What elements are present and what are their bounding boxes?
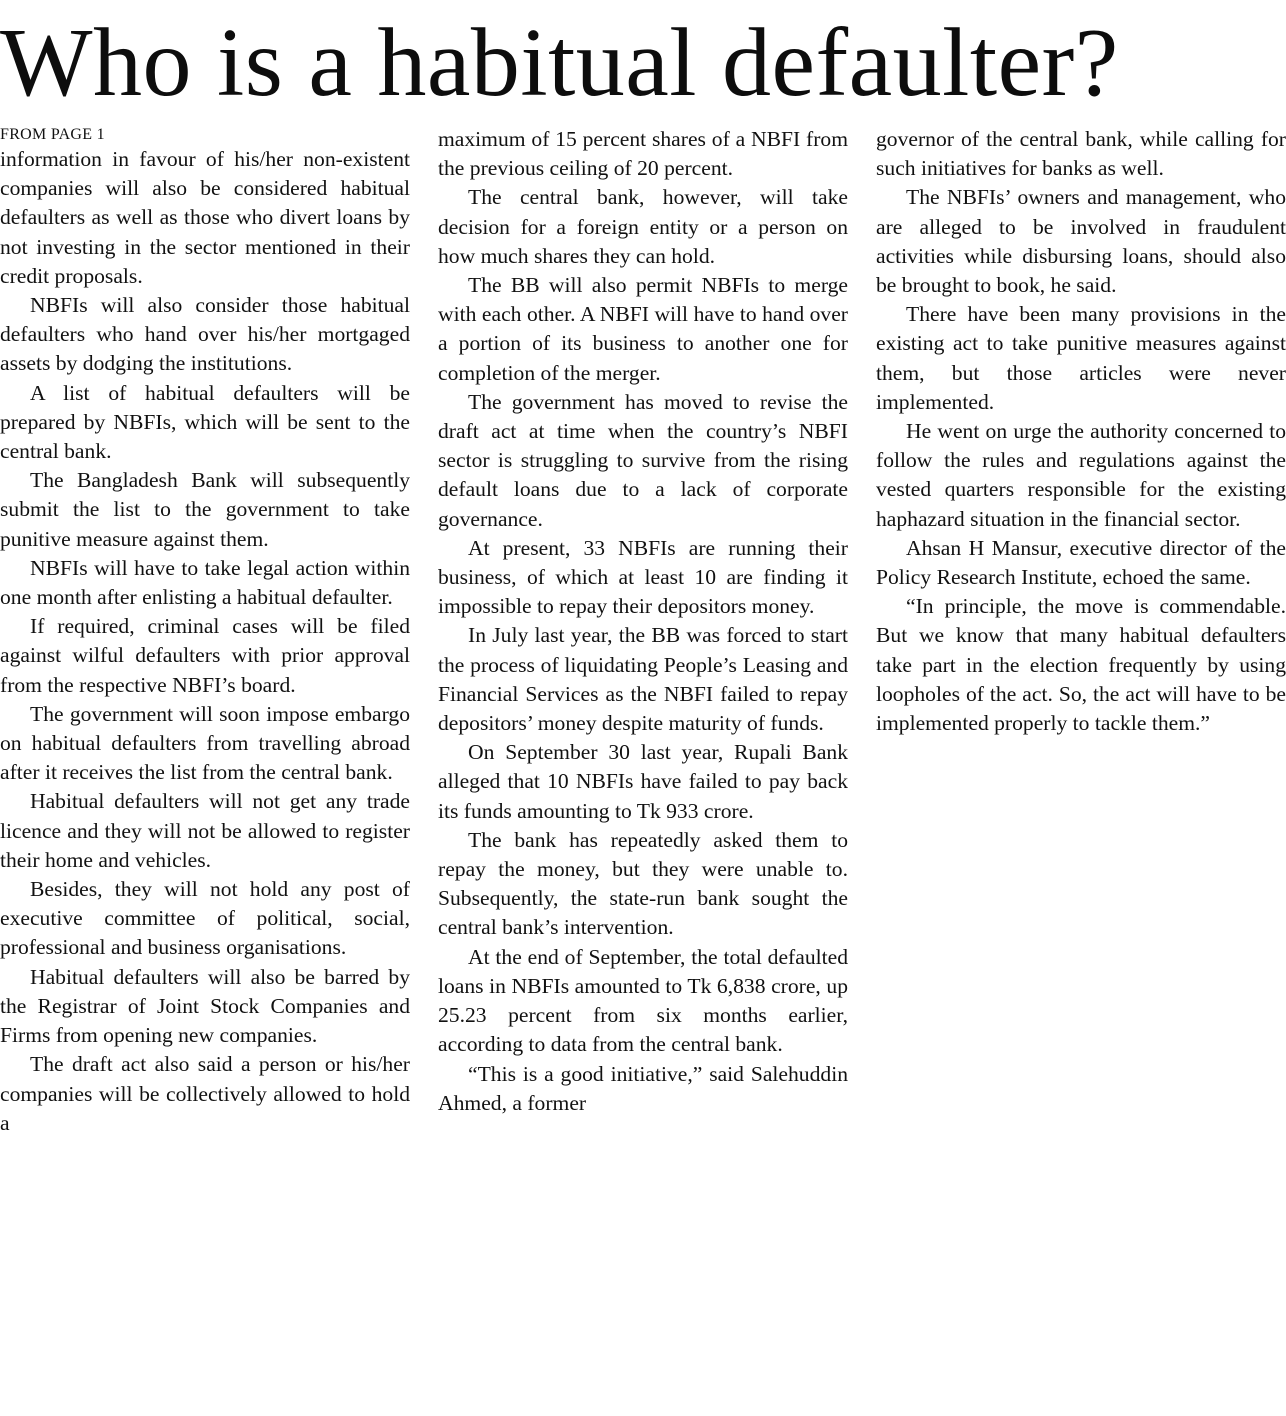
paragraph: “In principle, the move is commendable. But we know that many habitual defaulters take part in the election frequently by using loopholes of the act. So, the act will have to be implemented properly to tackle them.” xyxy=(876,594,1286,736)
paragraph: maximum of 15 percent shares of a NBFI from the previous ceiling of 20 percent. xyxy=(438,127,848,181)
paragraph: A list of habitual defaulters will be prepared by NBFIs, which will be sent to the central bank. xyxy=(0,380,410,464)
paragraph: “This is a good initiative,” said Salehuddin Ahmed, a former xyxy=(438,1061,848,1115)
paragraph: At the end of September, the total defaulted loans in NBFIs amounted to Tk 6,838 crore, up 25.23 percent from six months earlier, according to data from the central bank. xyxy=(438,944,848,1057)
paragraph: On September 30 last year, Rupali Bank alleged that 10 NBFIs have failed to pay back its funds amounting to Tk 933 crore. xyxy=(438,740,848,823)
paragraph: Ahsan H Mansur, executive director of the Policy Research Institute, echoed the same. xyxy=(876,535,1286,590)
headline: Who is a habitual defaulter? xyxy=(0,9,1119,117)
paragraph: The government has moved to revise the draft act at time when the country’s NBFI sector is struggling to survive from the rising default loans due to a lack of corporate governance. xyxy=(438,389,848,531)
paragraph: The Bangladesh Bank will subsequently submit the list to the government to take punitive measure against them. xyxy=(0,468,410,551)
article-column-2 xyxy=(438,125,848,1410)
paragraph: The NBFIs’ owners and management, who are alleged to be involved in fraudulent activities while disbursing loans, should also be brought to book, he said. xyxy=(876,185,1286,298)
paragraph: The BB will also permit NBFIs to merge with each other. A NBFI will have to hand over a portion of its business to another one for completion of the merger. xyxy=(438,273,848,385)
paragraph: At present, 33 NBFIs are running their business, of which at least 10 are finding it impossible to repay their depositors money. xyxy=(438,535,848,619)
paragraph: Besides, they will not hold any post of executive committee of political, social, professional and business organisations. xyxy=(0,877,410,960)
continuation-label: FROM PAGE 1 xyxy=(0,126,105,143)
paragraph: In July last year, the BB was forced to start the process of liquidating People’s Leasing and Financial Services as the NBFI failed to repay depositors’ money despite maturity of funds. xyxy=(438,623,848,736)
paragraph: The bank has repeatedly asked them to repay the money, but they were unable to. Subsequently, the state-run bank sought the central bank’s intervention. xyxy=(438,827,848,940)
paragraph: If required, criminal cases will be filed against wilful defaulters with prior approval from the respective NBFI’s board. xyxy=(0,614,410,697)
paragraph: The draft act also said a person or his/her companies will be collectively allowed to hold a xyxy=(0,1052,410,1135)
paragraph: There have been many provisions in the existing act to take punitive measures against them, but those articles were never implemented. xyxy=(876,302,1286,414)
paragraph: Habitual defaulters will also be barred by the Registrar of Joint Stock Companies and Firms from opening new companies. xyxy=(0,964,410,1048)
paragraph: Habitual defaulters will not get any trade licence and they will not be allowed to register their home and vehicles. xyxy=(0,789,410,872)
paragraph: NBFIs will also consider those habitual defaulters who hand over his/her mortgaged assets by dodging the institutions. xyxy=(0,293,410,376)
article-column-3 xyxy=(876,125,1286,1410)
paragraph: information in favour of his/her non-existent companies will also be considered habitual defaulters as well as those who divert loans by not investing in the sector mentioned in their credit proposals. xyxy=(0,147,410,288)
paragraph: governor of the central bank, while calling for such initiatives for banks as well. xyxy=(876,127,1286,181)
paragraph: NBFIs will have to take legal action within one month after enlisting a habitual defaulter. xyxy=(0,555,410,610)
paragraph: He went on urge the authority concerned to follow the rules and regulations against the vested quarters responsible for the existing haphazard situation in the financial sector. xyxy=(876,419,1286,531)
paragraph: The central bank, however, will take decision for a foreign entity or a person on how much shares they can hold. xyxy=(438,185,848,268)
article-column-1 xyxy=(0,125,410,1410)
paragraph: The government will soon impose embargo on habitual defaulters from travelling abroad after it receives the list from the central bank. xyxy=(0,701,410,785)
